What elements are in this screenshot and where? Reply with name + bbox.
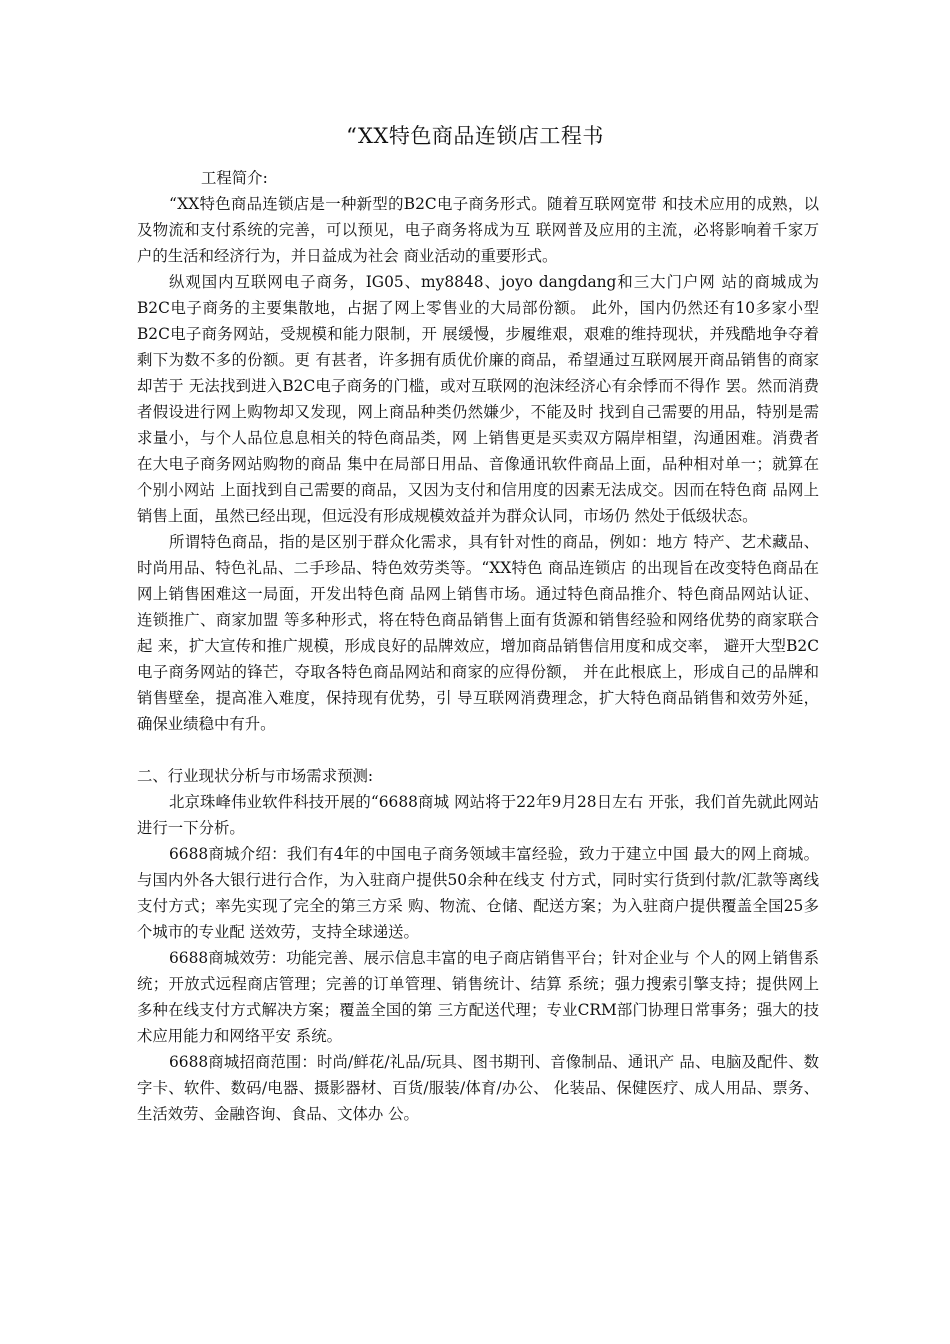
section-2-paragraph-4: 6688商城招商范围：时尚/鲜花/礼品/玩具、图书期刊、音像制品、通讯产 品、电脑及配件、数字卡、软件、数码/电器、摄影器材、百货/服装/体育/办公、 化装品、保健医疗、成人用品、票务、生活效劳、金融咨询、食品、文体办 公。 <box>137 1053 819 1123</box>
section-2-paragraph-3: 6688商城效劳：功能完善、展示信息丰富的电子商店销售平台；针对企业与 个人的网上销售系统；开放式远程商店管理；完善的订单管理、销售统计、结算 系统；强力搜索引擎支持；提供网上多种在线支付方式解决方案；覆盖全国的第 三方配送代理；专业CRM部门协理日常事务；强大的技术应用能力和网络平安 系统。 <box>137 949 819 1045</box>
section-2-heading: 二、行业现状分析与市场需求预测: <box>137 767 374 785</box>
intro-paragraph-3: 所谓特色商品，指的是区别于群众化需求，具有针对性的商品，例如：地方 特产、艺术藏品、时尚用品、特色礼品、二手珍品、特色效劳类等。“XX特色 商品连锁店 的出现旨在改变特色商品在网上销售困难这一局面，开发出特色商 品网上销售市场。通过特色商品推介、特色商品网站认证、连锁推广、商家加盟 等多种形式，将在特色商品销售上面有货源和销售经验和网络优势的商家联合起 来，扩大宣传和推广规模，形成良好的品牌效应，增加商品销售信用度和成交率， 避开大型B2C电子商务网站的锋芒，夺取各特色商品网站和商家的应得份额， 并在此根底上，形成自己的品牌和销售壁垒，提高准入难度，保持现有优势，引 导互联网消费理念，扩大特色商品销售和效劳外延，确保业绩稳中有升。 <box>137 533 819 733</box>
intro-paragraph-2: 纵观国内互联网电子商务，IG05、my8848、joyo dangdang和三大门户网 站的商城成为B2C电子商务的主要集散地，占据了网上零售业的大局部份额。 此外，国内仍然还有10多家小型B2C电子商务网站，受规模和能力限制，开 展缓慢，步履维艰，艰难的维持现状，并残酷地争夺着剩下为数不多的份额。更 有甚者，许多拥有质优价廉的商品，希望通过互联网展开商品销售的商家却苦于 无法找到进入B2C电子商务的门槛，或对互联网的泡沫经济心有余悸而不得作 罢。然而消费者假设进行网上购物却又发现，网上商品种类仍然嫌少，不能及时 找到自己需要的用品，特别是需求量小，与个人品位息息相关的特色商品类，网 上销售更是买卖双方隔岸相望，沟通困难。消费者在大电子商务网站购物的商品 集中在局部日用品、音像通讯软件商品上面，品种相对单一；就算在个别小网站 上面找到自己需要的商品，又因为支付和信用度的因素无法成交。因而在特色商 品网上销售上面，虽然已经出现，但远没有形成规模效益并为群众认同，市场仍 然处于低级状态。 <box>137 273 819 525</box>
document-title: “XX特色商品连锁店工程书 <box>346 124 604 148</box>
section-2-paragraph-1: 北京珠峰伟业软件科技开展的“6688商城 网站将于22年9月28日左右 开张，我们首先就此网站进行一下分析。 <box>137 793 819 837</box>
document-body <box>137 165 819 1127</box>
intro-paragraph-1: “XX特色商品连锁店是一种新型的B2C电子商务形式。随着互联网宽带 和技术应用的成熟，以及物流和支付系统的完善，可以预见，电子商务将成为互 联网普及应用的主流，必将影响着千家万户的生活和经济行为，并日益成为社会 商业活动的重要形式。 <box>137 195 819 265</box>
intro-heading: 工程简介: <box>201 169 268 187</box>
section-2-paragraph-2: 6688商城介绍：我们有4年的中国电子商务领域丰富经验，致力于建立中国 最大的网上商城。与国内外各大银行进行合作，为入驻商户提供50余种在线支 付方式，同时实行货到付款/汇款等离线支付方式；率先实现了完全的第三方采 购、物流、仓储、配送方案；为入驻商户提供覆盖全国25多个城市的专业配 送效劳，支持全球递送。 <box>137 845 819 941</box>
